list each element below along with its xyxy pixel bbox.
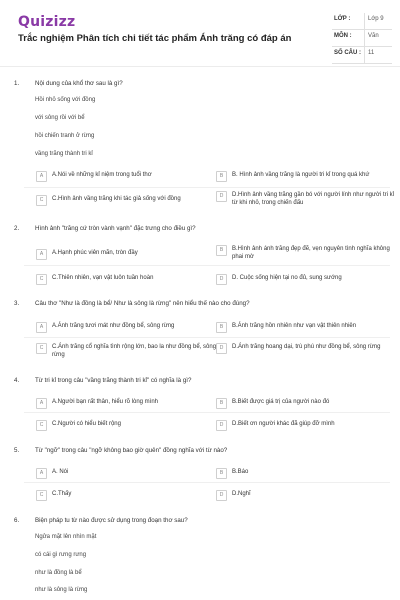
option-letter-box: A [36, 468, 47, 479]
option-text: C.Thiên nhiên, vạn vật luôn tuần hoàn [52, 275, 154, 281]
meta-label: SỐ CÂU : [334, 50, 361, 56]
option-text: A. Nói [52, 469, 69, 475]
option-text: D.Nghĩ [232, 491, 251, 497]
option-letter-box: B [216, 245, 227, 256]
option-text: B. Hình ảnh vầng trăng là người tri kỉ trong quá khứ [232, 172, 370, 178]
option-text: A.Hạnh phúc viên mãn, tròn đầy [52, 250, 138, 256]
option-text: B.Báo [232, 469, 249, 475]
meta-row-count [332, 47, 392, 64]
poem-line: như là sông là rừng [35, 587, 88, 593]
option-letter-box: C [36, 490, 47, 501]
option-text: D.Ánh trăng hoang dại, trù phú như đồng bể, sông rừng [232, 344, 381, 350]
question-number: 1. [14, 80, 20, 87]
option-letter-box: D [216, 420, 227, 431]
option-letter-box: A [36, 398, 47, 409]
option-text: D.Biết ơn người khác đã giúp đỡ mình [232, 421, 335, 427]
option-text: D.Hình ảnh vầng trăng gần bó với người lính như người tri kỉ từ khi nhỏ, trong chiến đấu [232, 192, 394, 206]
worksheet-header [0, 0, 400, 62]
question-text: Từ "ngỡ" trong câu "ngỡ không bao giờ quên" đồng nghĩa với từ nào? [35, 447, 228, 454]
option-text: A.Ánh trăng tươi mát như đồng bể, sông rừng [52, 323, 175, 329]
option-text: C.Thấy [52, 491, 72, 497]
question-number: 4. [14, 377, 20, 384]
meta-value: Lớp 9 [368, 16, 384, 22]
poem-line: Ngửa mặt lên nhìn mặt [35, 534, 97, 540]
option-text: B.Hình ảnh ánh trăng đẹp đẽ, vẹn nguyên tình nghĩa không phai mờ [232, 246, 390, 260]
option-text: C.Người có hiểu biết rộng [52, 421, 121, 427]
header-divider [0, 66, 400, 67]
question-text: Câu thơ "Như là đồng là bể/ Như là sông là rừng" nên hiểu thế nào cho đúng? [35, 300, 250, 307]
poem-line: Hồi nhỏ sống với đồng [35, 97, 96, 103]
row-divider [24, 412, 390, 413]
poem-line: vầng trăng thành tri kỉ [35, 151, 93, 157]
option-text: B.Ánh trăng hồn nhiên như vạn vật thiên nhiên [232, 323, 357, 329]
worksheet-title: Trắc nghiệm Phân tích chi tiết tác phẩm Ánh trăng có đáp án [18, 33, 292, 44]
question-number: 6. [14, 517, 20, 524]
option-text: A.Nói về những kỉ niệm trong tuổi thơ [52, 172, 152, 178]
meta-row-subject [332, 30, 392, 47]
option-letter-box: B [216, 171, 227, 182]
option-text: C.Hình ảnh vầng trăng khi tác giả sống với đồng [52, 196, 181, 202]
option-letter-box: A [36, 171, 47, 182]
question-number: 5. [14, 447, 20, 454]
option-text: D. Cuộc sống hiện tại no đủ, sung sướng [232, 275, 342, 281]
poem-line: hồi chiến tranh ở rừng [35, 133, 95, 139]
question-number: 2. [14, 225, 20, 232]
meta-value: Văn [368, 33, 379, 39]
question-text: Từ tri kỉ trong câu "vầng trăng thành tri kỉ" có nghĩa là gì? [35, 377, 192, 384]
question-number: 3. [14, 300, 20, 307]
question-text: Biện pháp tu từ nào được sử dụng trong đoạn thơ sau? [35, 517, 188, 524]
option-letter-box: D [216, 343, 227, 354]
option-letter-box: C [36, 195, 47, 206]
row-divider [24, 482, 390, 483]
row-divider [24, 187, 390, 188]
option-letter-box: B [216, 322, 227, 333]
option-letter-box: A [36, 322, 47, 333]
option-text: B.Biết được giá trị của người nào đó [232, 399, 330, 405]
option-letter-box: C [36, 420, 47, 431]
option-letter-box: D [216, 191, 227, 202]
meta-table [332, 13, 392, 64]
option-letter-box: D [216, 490, 227, 501]
option-letter-box: D [216, 274, 227, 285]
option-text: C.Ánh trăng cổ nghĩa tình rộng lớn, bao la như đồng bể, sông rừng [52, 344, 217, 358]
meta-row-grade [332, 13, 392, 30]
option-letter-box: C [36, 274, 47, 285]
poem-line: như là đồng là bể [35, 570, 82, 576]
meta-label: LỚP : [334, 16, 351, 22]
poem-line: với sông rồi với bể [35, 115, 85, 121]
row-divider [24, 265, 390, 266]
option-letter-box: B [216, 398, 227, 409]
option-text: A.Người bạn rất thân, hiểu rõ lòng mình [52, 399, 159, 405]
question-text: Nội dung của khổ thơ sau là gì? [35, 80, 123, 87]
question-text: Hình ảnh "trăng cứ tròn vành vạnh" đặc trưng cho điều gì? [35, 225, 196, 232]
option-letter-box: B [216, 468, 227, 479]
option-letter-box: A [36, 249, 47, 260]
option-letter-box: C [36, 343, 47, 354]
row-divider [24, 337, 390, 338]
meta-value: 11 [368, 50, 375, 56]
poem-line: có cái gì rưng rưng [35, 552, 87, 558]
quizizz-logo: Quizizz [18, 14, 76, 30]
meta-label: MÔN : [334, 33, 352, 39]
